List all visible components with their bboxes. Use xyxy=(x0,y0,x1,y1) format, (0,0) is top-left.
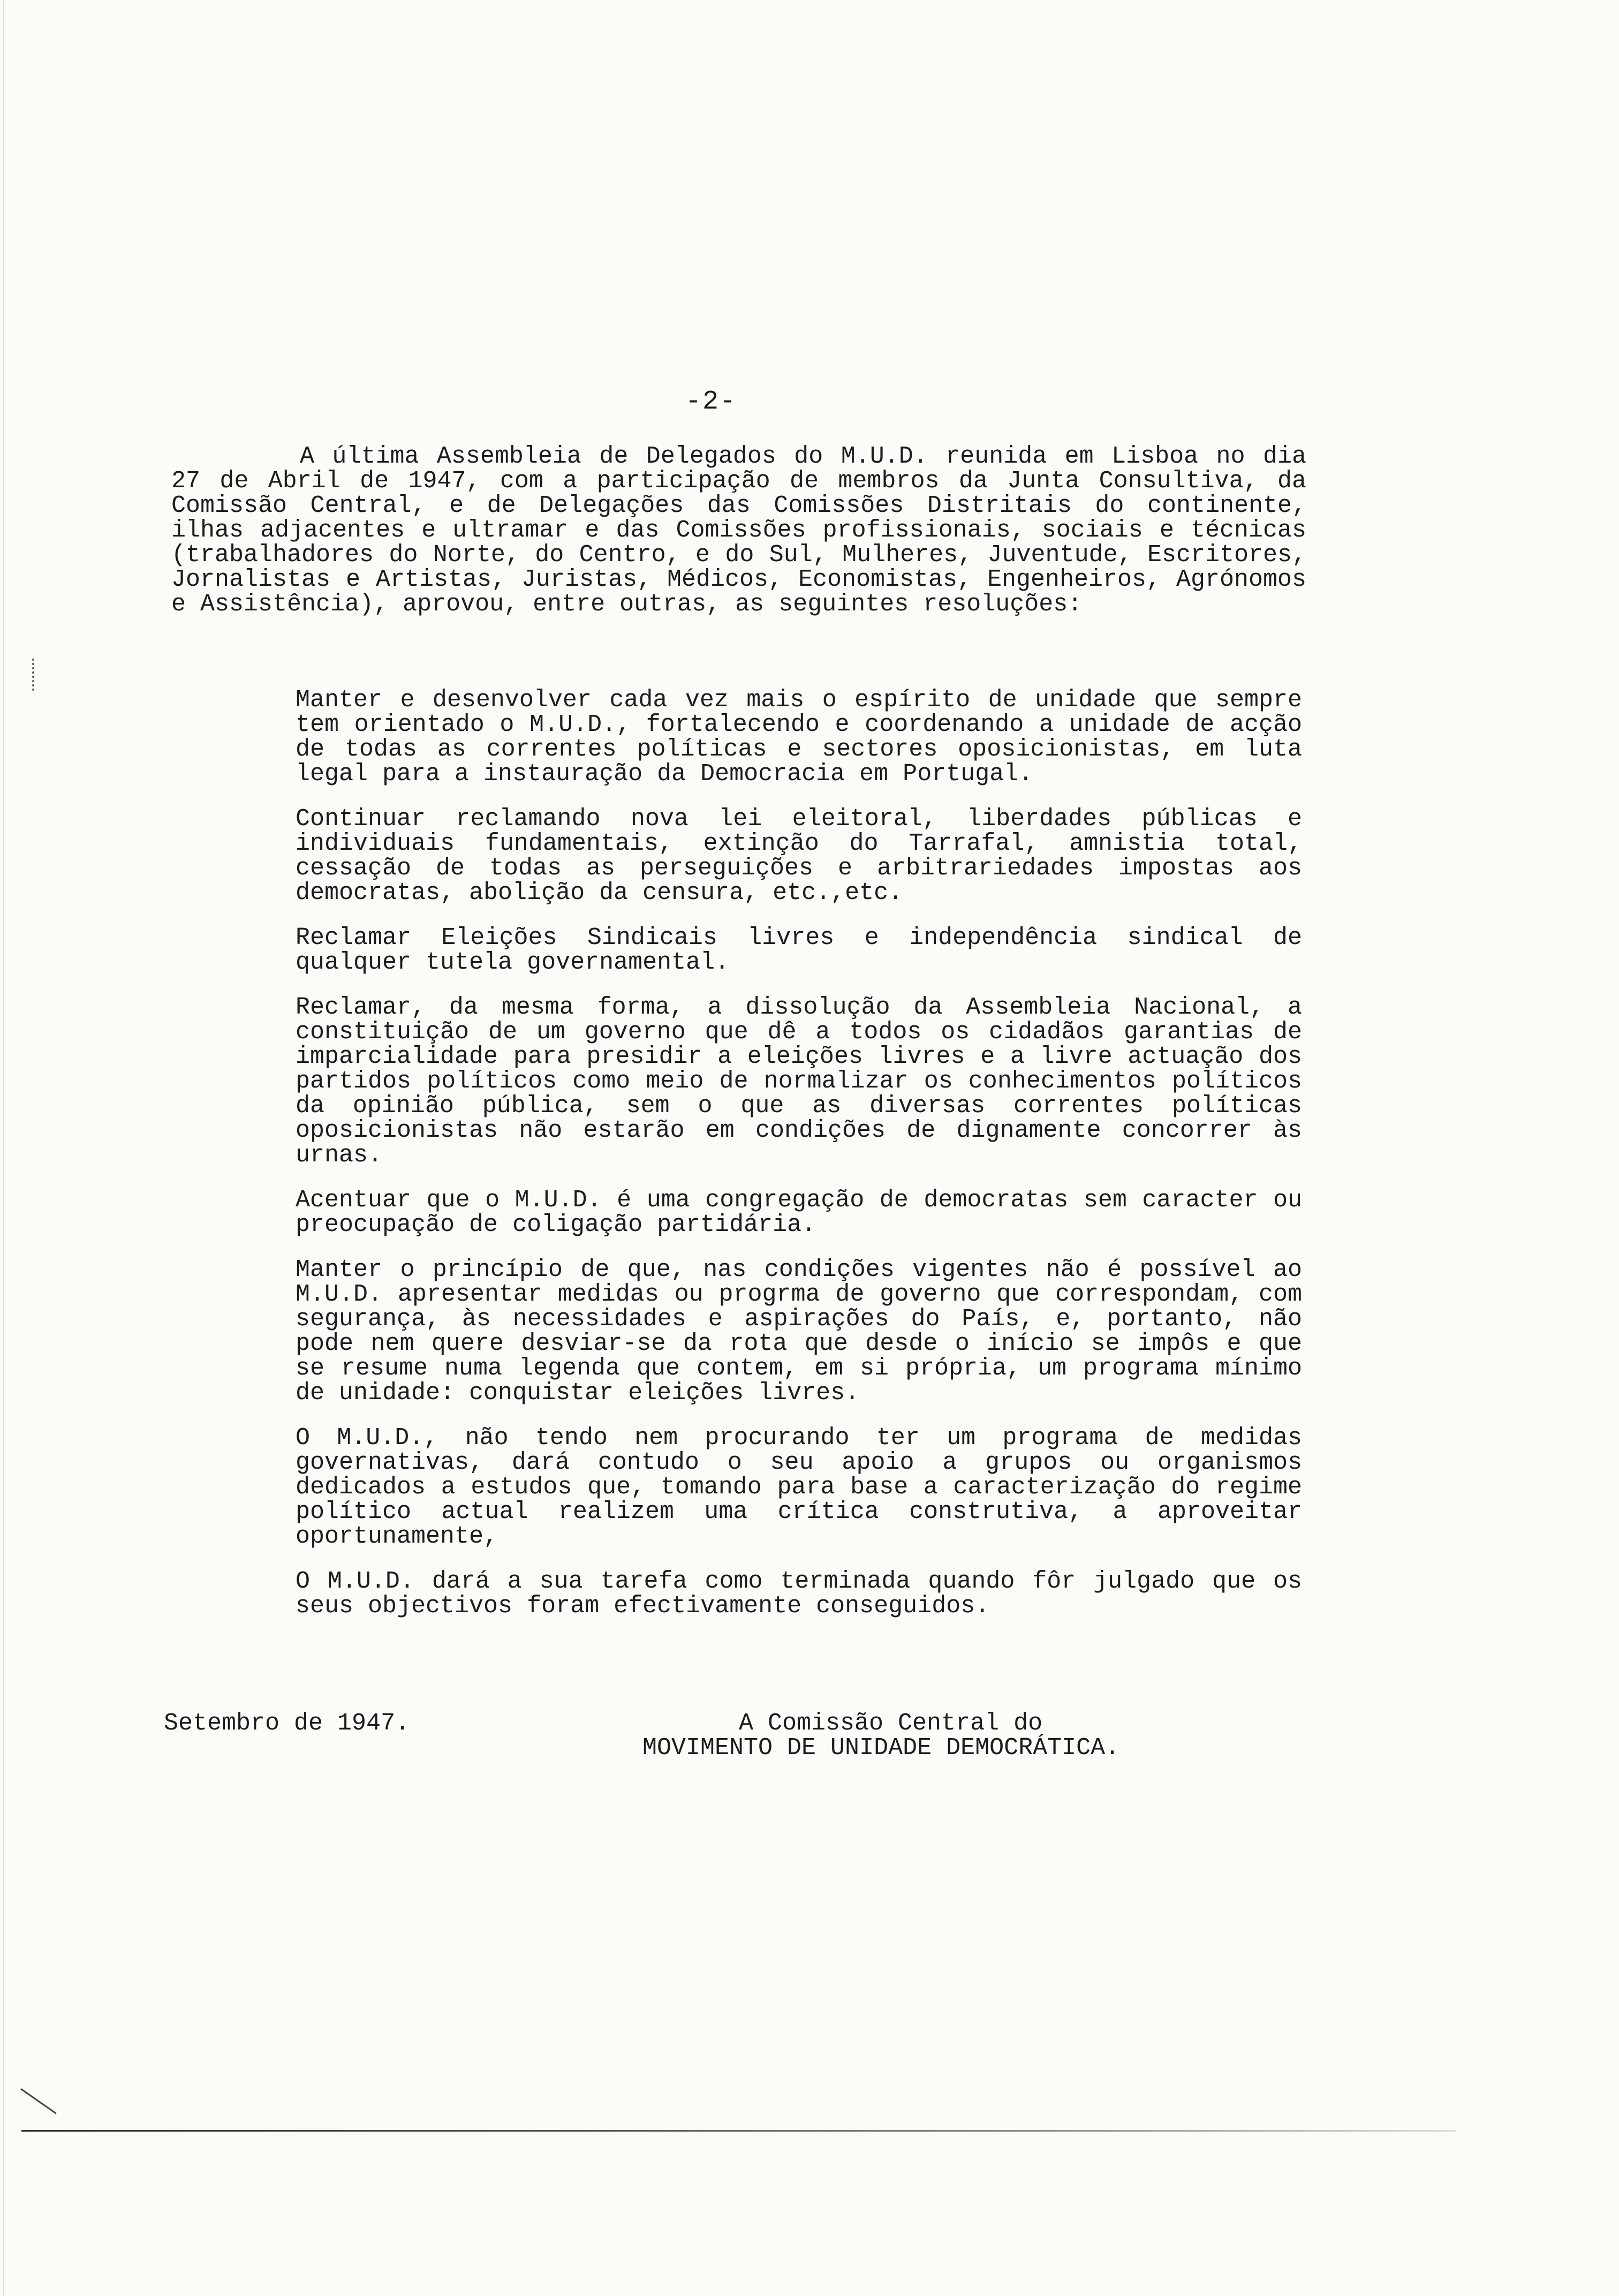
signature-line-1: A Comissão Central do xyxy=(739,1710,1043,1737)
resolutions-list xyxy=(296,688,1302,1639)
resolution-item: Manter o princípio de que, nas condições vigentes não é possível ao M.U.D. apresentar medidas ou progrma de governo que correspondam, com segurança, às necessidades e aspirações do País, e, portanto, não pode nem quere desviar-se da rota que desde o início se impôs e que se resume numa legenda que contem, em si própria, um programa mínimo de unidade: conquistar eleições livres. xyxy=(296,1256,1302,1407)
fold-tick-mark xyxy=(20,2088,56,2114)
resolution-item: Reclamar, da mesma forma, a dissolução da Assembleia Nacional, a constituição de um governo que dê a todos os cidadãos garantias de imparcialidade para presidir a eleições livres e a livre actuação dos partidos políticos como meio de normalizar os conhecimentos políticos da opinião pública, sem o que as diversas correntes políticas oposicionistas não estarão em condições de dignamente concorrer às urnas. xyxy=(296,994,1302,1169)
margin-mark xyxy=(32,659,36,691)
resolution-item: Acentuar que o M.U.D. é uma congregação de democratas sem caracter ou preocupação de coligação partidária. xyxy=(296,1187,1302,1238)
signature-line-2: MOVIMENTO DE UNIDADE DEMOCRÁTICA. xyxy=(642,1734,1120,1762)
fold-line xyxy=(21,2130,1456,2132)
resolution-item: Continuar reclamando nova lei eleitoral, liberdades públicas e individuais fundamentais, extinção do Tarrafal, amnistia total, cessação de todas as perseguições e arbitrariedades impostas aos democratas, abolição da censura, etc.,etc. xyxy=(296,805,1302,907)
resolution-item: O M.U.D., não tendo nem procurando ter um programa de medidas governativas, dará contudo o seu apoio a grupos ou organismos dedicados a estudos que, tomando para base a caracterização do regime político actual realizem uma crítica construtiva, a aproveitar oportunamente, xyxy=(296,1424,1302,1550)
page-number: -2- xyxy=(685,387,737,417)
document-date: Setembro de 1947. xyxy=(164,1710,410,1737)
intro-paragraph: A última Assembleia de Delegados do M.U.D. reunida em Lisboa no dia 27 de Abril de 1947, com a participação de membros da Junta Consultiva, da Comissão Central, e de Delegações das Comissões Distritais do continente, ilhas adjacentes e ultramar e das Comissões profissionais, sociais e técnicas (trabalhadores do Norte, do Centro, e do Sul, Mulheres, Juventude, Escritores, Jornalistas e Artistas, Juristas, Médicos, Economistas, Engenheiros, Agrónomos e Assistência), aprovou, entre outras, as seguintes resoluções: xyxy=(171,443,1306,618)
resolution-item: Reclamar Eleições Sindicais livres e independência sindical de qualquer tutela governamental. xyxy=(296,924,1302,976)
page-edge-line xyxy=(3,0,4,2296)
resolution-item: Manter e desenvolver cada vez mais o espírito de unidade que sempre tem orientado o M.U.D., fortalecendo e coordenando a unidade de acção de todas as correntes políticas e sectores oposicionistas, em luta legal para a instauração da Democracia em Portugal. xyxy=(296,686,1302,788)
signature-block xyxy=(642,1711,1231,1761)
resolution-item: O M.U.D. dará a sua tarefa como terminada quando fôr julgado que os seus objectivos foram efectivamente conseguidos. xyxy=(296,1568,1302,1620)
